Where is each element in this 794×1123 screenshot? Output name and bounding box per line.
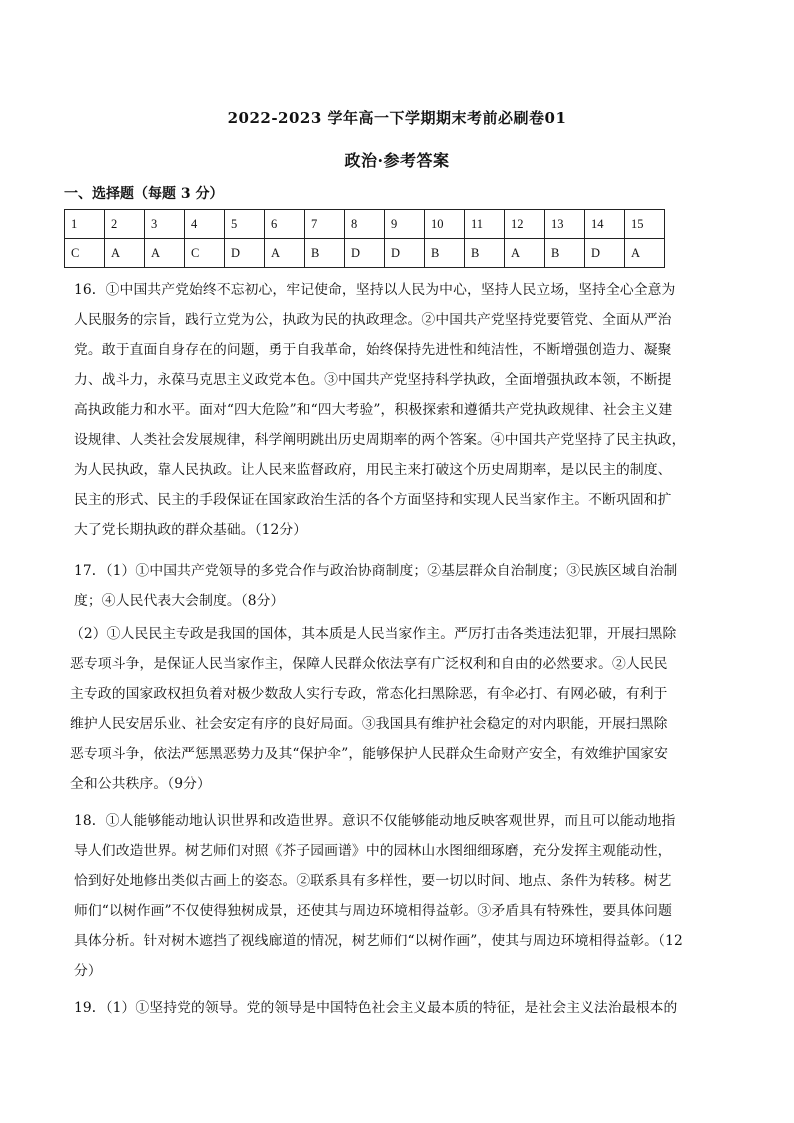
text-line: 大了党长期执政的群众基础。（12分） <box>74 522 308 538</box>
question-number-cell: 1 <box>65 210 105 239</box>
answer-17-part-1 <box>74 556 684 616</box>
text-line: 党。敢于直面自身存在的问题，勇于自我革命，始终保持先进性和纯洁性，不断增强创造力、凝聚 <box>74 342 672 358</box>
question-number-cell: 14 <box>585 210 625 239</box>
answer-19 <box>74 993 684 1023</box>
text-line: 为人民执政，靠人民执政。让人民来监督政府，用民主来打破这个历史周期率，是以民主的制度、 <box>74 462 672 478</box>
question-number-cell: 5 <box>225 210 265 239</box>
answer-cell: C <box>185 239 225 268</box>
answer-cell: B <box>425 239 465 268</box>
answer-table-answer-row <box>65 239 665 268</box>
answer-cell: B <box>305 239 345 268</box>
text-line: 度；④人民代表大会制度。（8分） <box>74 593 285 609</box>
text-line: 18．①人能够能动地认识世界和改造世界。意识不仅能够能动地反映客观世界，而且可以能动地指 <box>74 813 676 829</box>
document-subtitle: 政治·参考答案 <box>344 151 450 170</box>
answer-cell: A <box>505 239 545 268</box>
answer-table <box>64 209 665 268</box>
answer-cell: D <box>385 239 425 268</box>
text-line: 具体分析。针对树木遮挡了视线廊道的情况，树艺师们“以树作画”，使其与周边环境相得益彰。（12 <box>74 933 683 949</box>
answer-cell: D <box>225 239 265 268</box>
text-line: 全和公共秩序。（9分） <box>70 776 211 792</box>
question-number-cell: 3 <box>145 210 185 239</box>
answer-table-number-row <box>65 210 665 239</box>
text-line: 导人们改造世界。树艺师们对照《芥子园画谱》中的园林山水图细细琢磨，充分发挥主观能动性， <box>74 843 672 859</box>
question-number-cell: 12 <box>505 210 545 239</box>
answer-cell: B <box>545 239 585 268</box>
text-line: 高执政能力和水平。面对“四大危险”和“四大考验”，积极探索和遵循共产党执政规律、社会主义建 <box>74 402 673 418</box>
text-line: 恶专项斗争，依法严惩黑恶势力及其“保护伞”，能够保护人民群众生命财产安全，有效维护国家安 <box>70 746 668 762</box>
question-number-cell: 6 <box>265 210 305 239</box>
question-number-cell: 7 <box>305 210 345 239</box>
question-number-cell: 11 <box>465 210 505 239</box>
answer-cell: D <box>585 239 625 268</box>
text-line: 师们“以树作画”不仅使得独树成景，还使其与周边环境相得益彰。③矛盾具有特殊性，要具体问题 <box>74 903 672 919</box>
answer-17-part-2 <box>70 619 680 799</box>
text-line: 分） <box>74 963 102 979</box>
text-line: 17．（1）①中国共产党领导的多党合作与政治协商制度；②基层群众自治制度；③民族区域自治制 <box>74 563 678 579</box>
question-number-cell: 10 <box>425 210 465 239</box>
question-number-cell: 13 <box>545 210 585 239</box>
text-line: 力、战斗力，永葆马克思主义政党本色。③中国共产党坚持科学执政，全面增强执政本领，不断提 <box>74 372 672 388</box>
text-line: 恰到好处地修出类似古画上的姿态。②联系具有多样性，要一切以时间、地点、条件为转移。树艺 <box>74 873 672 889</box>
question-number-cell: 4 <box>185 210 225 239</box>
question-number-cell: 9 <box>385 210 425 239</box>
text-line: 16．①中国共产党始终不忘初心，牢记使命，坚持以人民为中心，坚持人民立场，坚持全心全意为 <box>74 282 676 298</box>
question-number-cell: 2 <box>105 210 145 239</box>
answer-cell: A <box>145 239 185 268</box>
answer-cell: B <box>465 239 505 268</box>
text-line: （2）①人民民主专政是我国的国体，其本质是人民当家作主。严厉打击各类违法犯罪，开展扫黑除 <box>70 626 677 642</box>
answer-16 <box>74 275 684 545</box>
question-number-cell: 15 <box>625 210 665 239</box>
text-line: 维护人民安居乐业、社会安定有序的良好局面。③我国具有维护社会稳定的对内职能，开展扫黑除 <box>70 716 668 732</box>
answer-cell: A <box>625 239 665 268</box>
text-line: 恶专项斗争，是保证人民当家作主，保障人民群众依法享有广泛权利和自由的必然要求。②人民民 <box>70 656 668 672</box>
answer-cell: D <box>345 239 385 268</box>
answer-18 <box>74 806 684 986</box>
document-title: 2022-2023 学年高一下学期期末考前必刷卷01 <box>227 109 567 127</box>
text-line: 设规律、人类社会发展规律，科学阐明跳出历史周期率的两个答案。④中国共产党坚持了民主执政， <box>74 432 686 448</box>
answer-cell: A <box>105 239 145 268</box>
section-heading: 一、选择题（每题 3 分） <box>64 186 224 202</box>
text-line: 人民服务的宗旨，践行立党为公，执政为民的执政理念。②中国共产党坚持党要管党、全面从严治 <box>74 312 672 328</box>
question-number-cell: 8 <box>345 210 385 239</box>
text-line: 19．（1）①坚持党的领导。党的领导是中国特色社会主义最本质的特征，是社会主义法治最根本的 <box>74 1000 678 1016</box>
answer-cell: A <box>265 239 305 268</box>
answer-cell: C <box>65 239 105 268</box>
text-line: 主专政的国家政权担负着对极少数敌人实行专政，常态化扫黑除恶，有伞必打、有网必破，有利于 <box>70 686 668 702</box>
text-line: 民主的形式、民主的手段保证在国家政治生活的各个方面坚持和实现人民当家作主。不断巩固和扩 <box>74 492 672 508</box>
